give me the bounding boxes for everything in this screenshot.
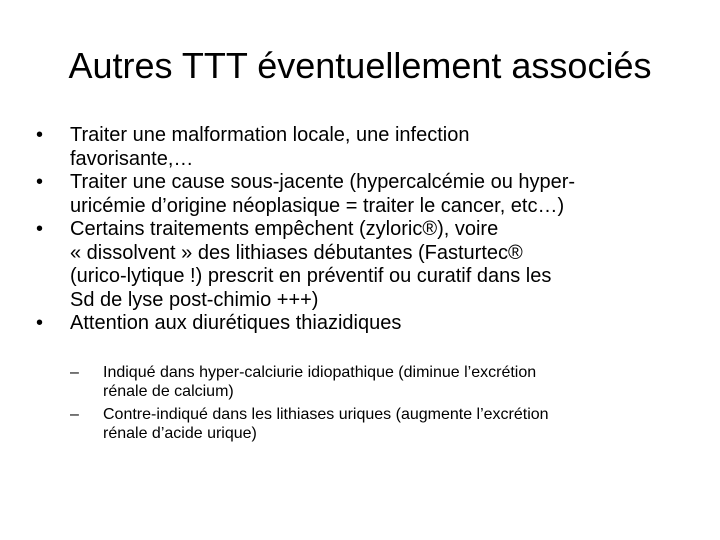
sub-bullet-text-line: Contre-indiqué dans les lithiases uriques (augmente l’excrétion: [103, 406, 549, 423]
bullet-text-line: Sd de lyse post-chimio +++): [70, 288, 319, 311]
bullet-text-line: uricémie d’origine néoplasique = traiter le cancer, etc…): [70, 194, 565, 217]
bullet-text-line: Traiter une cause sous-jacente (hypercalcémie ou hyper-: [70, 171, 576, 193]
bullet-text-line: Certains traitements empêchent (zyloric®), voire: [70, 218, 499, 240]
bullet-item: [30, 171, 690, 218]
slide-title: Autres TTT éventuellement associés: [68, 45, 652, 86]
bullet-marker: •: [36, 171, 44, 193]
sub-bullet-text-line: rénale d’acide urique): [103, 425, 257, 442]
sub-bullet-text-line: rénale de calcium): [103, 383, 234, 400]
bullet-marker: •: [36, 218, 44, 240]
bullet-item: [30, 124, 690, 171]
bullet-text-line: Attention aux diurétiques thiazidiques: [70, 312, 402, 334]
sub-bullet-item: [30, 363, 690, 401]
sub-bullet-item: [30, 405, 690, 443]
bullet-list: [30, 124, 690, 336]
bullet-item: [30, 312, 690, 336]
bullet-text-line: Traiter une malformation locale, une infection: [70, 124, 470, 146]
bullet-text-line: favorisante,…: [70, 147, 194, 170]
bullet-text-line: (urico-lytique !) prescrit en préventif ou curatif dans les: [70, 265, 552, 287]
bullet-item: [30, 218, 690, 312]
sub-bullet-text-line: Indiqué dans hyper-calciurie idiopathique (diminue l’excrétion: [103, 364, 537, 381]
dash-marker: –: [70, 364, 79, 381]
bullet-marker: •: [36, 312, 44, 334]
dash-marker: –: [70, 406, 79, 423]
sub-bullet-list: [30, 359, 690, 447]
bullet-marker: •: [36, 124, 44, 146]
bullet-text-line: « dissolvent » des lithiases débutantes (Fasturtec®: [70, 241, 523, 264]
